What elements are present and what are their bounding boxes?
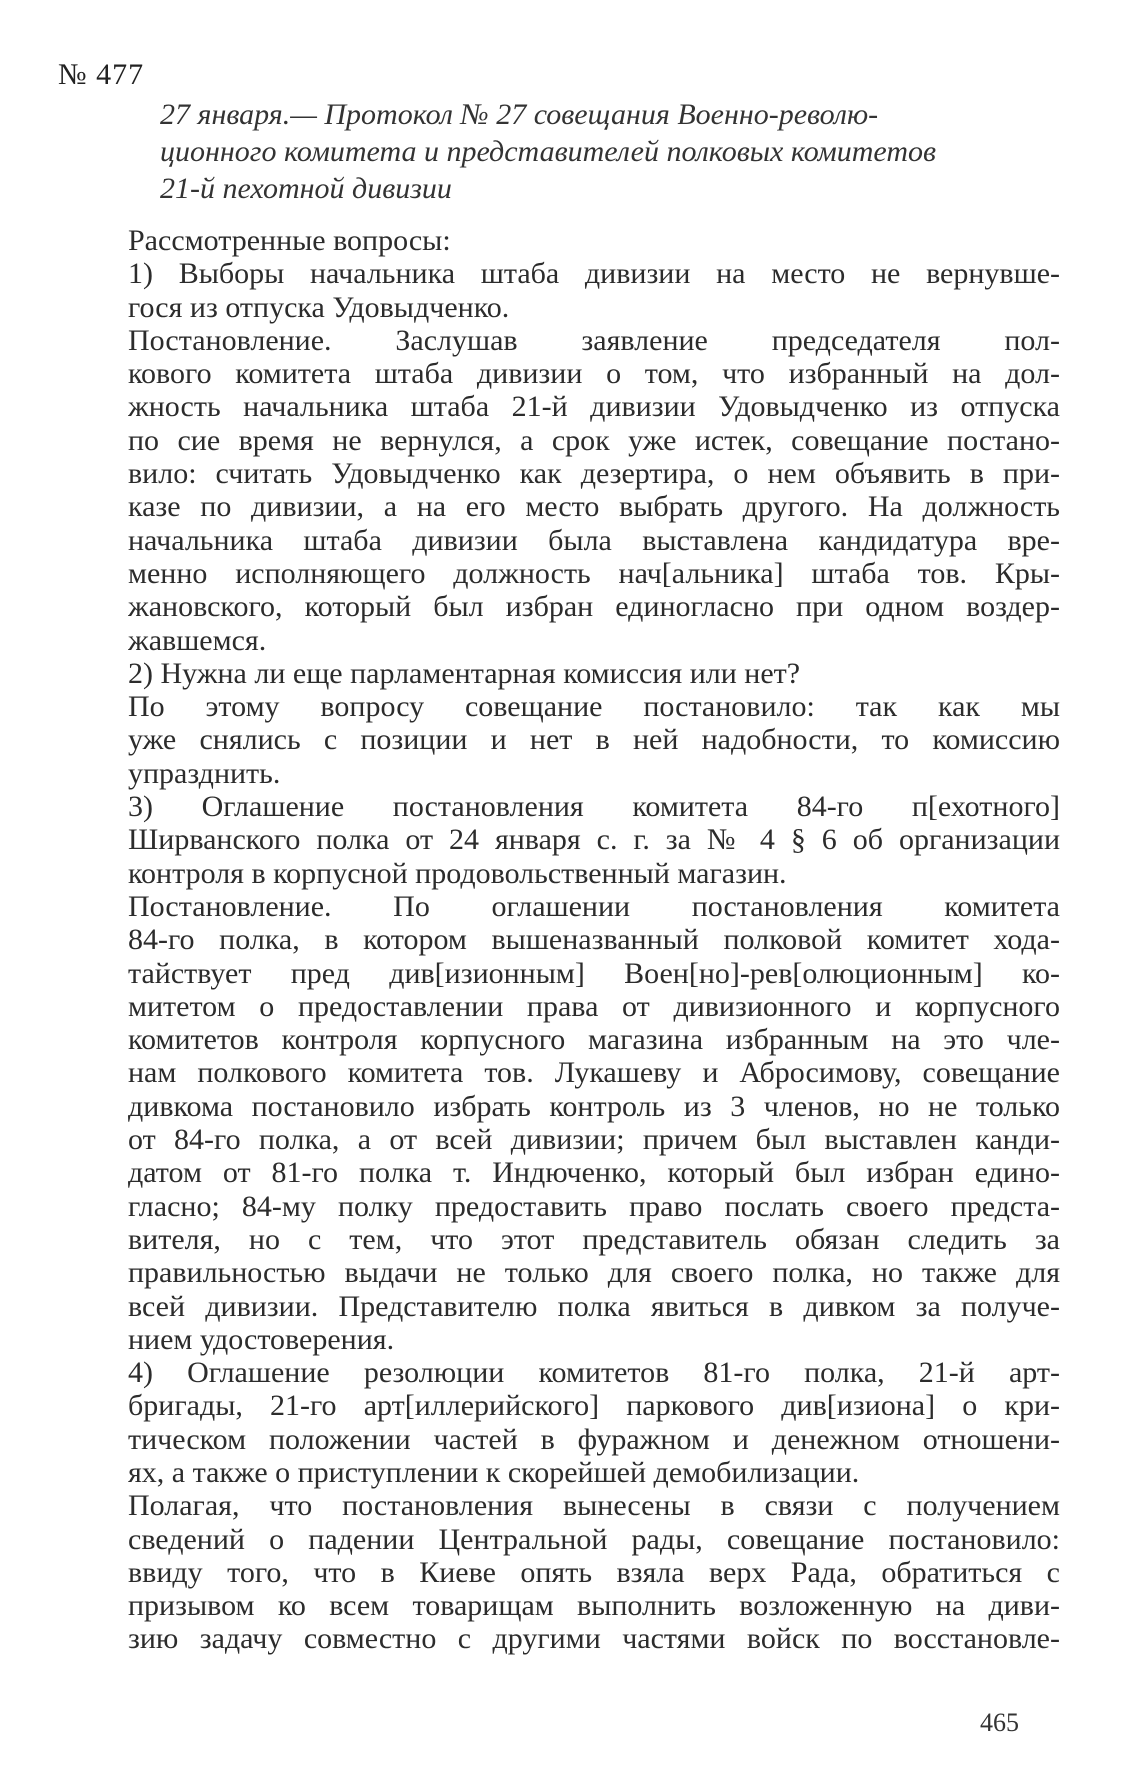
- page-number: 465: [980, 1708, 1019, 1737]
- body-line: ях, а также о приступлении к скорейшей демобилизации.: [128, 1455, 860, 1489]
- body-line: бригады, 21-го арт[иллерийского] паркового див[изиона] о кри-: [128, 1389, 1060, 1423]
- body-line: гося из отпуска Удовыдченко.: [128, 290, 510, 324]
- body-line: сведений о падении Центральной рады, совещание постановило:: [128, 1522, 1060, 1556]
- body-line: 84-го полка, в котором вышеназванный полковой комитет хода-: [128, 923, 1060, 957]
- body-line: гласно; 84-му полку предоставить право послать своего предста-: [128, 1189, 1060, 1223]
- heading-line: ционного комитета и представителей полковых комитетов: [160, 135, 937, 168]
- body-line: жановского, который был избран единогласно при одном воздер-: [128, 590, 1060, 624]
- body-line: Рассмотренные вопросы:: [128, 224, 451, 257]
- body-line: комитетов контроля корпусного магазина избранным на это чле-: [128, 1023, 1060, 1057]
- document-number: № 477: [58, 58, 145, 91]
- body-line: от 84-го полка, а от всей дивизии; причем был выставлен канди-: [128, 1123, 1060, 1157]
- body-line: тическом положении частей в фуражном и денежном отношени-: [128, 1422, 1060, 1456]
- document-heading: [160, 96, 1060, 207]
- body-line: контроля в корпусной продовольственный магазин.: [128, 856, 787, 890]
- body-line: нам полкового комитета тов. Лукашеву и Абросимову, совещание: [128, 1056, 1060, 1090]
- body-line: нием удостоверения.: [128, 1322, 395, 1356]
- body-line: упразднить.: [128, 756, 281, 790]
- body-line: вителя, но с тем, что этот представитель обязан следить за: [128, 1222, 1060, 1256]
- body-line: начальника штаба дивизии была выставлена кандидатура вре-: [128, 523, 1060, 557]
- body-line: Полагая, что постановления вынесены в связи с получением: [128, 1489, 1060, 1523]
- body-line: жавшемся.: [128, 623, 267, 657]
- body-line: всей дивизии. Представителю полка явиться в дивком за получе-: [128, 1289, 1060, 1323]
- body-line: По этому вопросу совещание постановило: так как мы: [128, 690, 1060, 724]
- body-line: вило: считать Удовыдченко как дезертира, о нем объявить в при-: [128, 457, 1060, 491]
- body-line: 2) Нужна ли еще парламентарная комиссия или нет?: [128, 656, 801, 690]
- body-line: датом от 81-го полка т. Индюченко, который был избран едино-: [128, 1156, 1060, 1190]
- body-line: 4) Оглашение резолюции комитетов 81-го полка, 21-й арт-: [128, 1356, 1060, 1390]
- body-line: 1) Выборы начальника штаба дивизии на место не вернувше-: [128, 257, 1060, 291]
- heading-line: 27 января.— Протокол № 27 совещания Военно-револю-: [160, 98, 879, 131]
- body-line: ввиду того, что в Киеве опять взяла верх Рада, обратиться с: [128, 1555, 1060, 1589]
- body-line: дивкома постановило избрать контроль из 3 членов, но не только: [128, 1089, 1060, 1123]
- document-body: [128, 224, 1060, 1656]
- body-line: по сие время не вернулся, а срок уже истек, совещание постано-: [128, 423, 1060, 457]
- body-line: тайствует пред див[изионным] Воен[но]-рев[олюционным] ко-: [128, 956, 1060, 990]
- heading-line: 21-й пехотной дивизии: [160, 172, 452, 205]
- body-line: призывом ко всем товарищам выполнить возложенную на диви-: [128, 1589, 1060, 1623]
- body-line: 3) Оглашение постановления комитета 84-го п[ехотного]: [128, 790, 1060, 824]
- body-line: уже снялись с позиции и нет в ней надобности, то комиссию: [128, 723, 1060, 757]
- body-line: жность начальника штаба 21-й дивизии Удовыдченко из отпуска: [128, 390, 1060, 424]
- body-line: зию задачу совместно с другими частями войск по восстановле-: [128, 1622, 1060, 1656]
- body-line: Постановление. Заслушав заявление председателя пол-: [128, 323, 1060, 357]
- body-line: правильностью выдачи не только для своего полка, но также для: [128, 1256, 1060, 1290]
- body-line: митетом о предоставлении права от дивизионного и корпусного: [128, 989, 1060, 1023]
- body-line: Постановление. По оглашении постановления комитета: [128, 889, 1060, 923]
- body-line: кового комитета штаба дивизии о том, что избранный на дол-: [128, 357, 1060, 391]
- body-line: Ширванского полка от 24 января с. г. за № 4 § 6 об организации: [128, 823, 1060, 857]
- body-line: казе по дивизии, а на его место выбрать другого. На должность: [128, 490, 1060, 524]
- body-line: менно исполняющего должность нач[альника] штаба тов. Кры-: [128, 556, 1060, 590]
